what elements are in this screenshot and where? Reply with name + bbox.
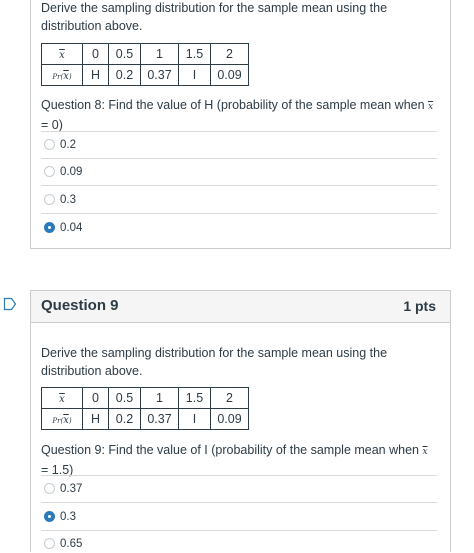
question-9-prompt [41,441,436,479]
question-8-intro: Derive the sampling distribution for the sample mean using the distribution above. [41,1,388,33]
radio-button[interactable] [44,194,55,205]
question-title: Question 9 [41,297,119,314]
table-cell: 0 [83,388,109,409]
radio-button[interactable] [44,538,55,549]
radio-button[interactable] [44,139,55,150]
flag-question-icon[interactable] [3,297,17,311]
radio-button[interactable] [44,166,55,177]
option-divider [41,185,437,186]
table-cell: I [179,65,211,86]
question-9-distribution-table [41,387,249,430]
table-cell: H [83,65,109,86]
table-cell: 0.5 [109,44,141,65]
prompt-text-before: Question 8: Find the value of H (probability of the sample mean when [41,98,429,112]
table-cell: 0.37 [141,65,179,86]
probability-symbol: Pr [52,73,61,81]
table-cell: H [83,409,109,430]
table-cell: 0.5 [109,388,141,409]
option-label: 0.65 [60,538,83,550]
table-row [42,44,249,65]
radio-button[interactable] [44,483,55,494]
xbar-symbol: $\overline{x}$ [63,415,69,426]
option-label: 0.09 [60,166,83,178]
option-divider [41,475,437,476]
prompt-text-before: Question 9: Find the value of I (probability of the sample mean when [41,443,423,457]
probability-header-cell [42,409,83,430]
table-cell: 0 [83,44,109,65]
xbar-symbol: $\overline{x}$ [59,394,65,405]
radio-button-selected[interactable] [44,222,55,233]
table-cell: 1 [141,44,179,65]
table-cell: 0.09 [211,65,249,86]
probability-symbol: Pr [52,417,61,425]
question-9-card [30,290,451,552]
option-label: 0.37 [60,483,83,495]
option-divider [41,502,437,503]
option-divider [41,213,437,214]
table-cell: 1.5 [179,388,211,409]
question-9-header [31,291,450,323]
prompt-text-after: = 0) [41,118,63,132]
xbar-symbol: $\overline{x}$ [63,71,69,82]
question-9-intro: Derive the sampling distribution for the sample mean using the distribution above. [41,346,388,378]
paren-close: ) [68,73,72,81]
option-divider [41,530,437,531]
table-cell: 0.2 [109,65,141,86]
table-cell: 2 [211,388,249,409]
paren-open: ( [60,417,64,425]
question-points: 1 pts [403,298,436,314]
table-cell: 1 [141,388,179,409]
table-cell: 0.37 [141,409,179,430]
probability-header-cell [42,65,83,86]
xbar-symbol: $\overline{x}$ [422,447,428,457]
question-8-distribution-table [41,43,249,86]
paren-open: ( [60,73,64,81]
xbar-symbol: $\overline{x}$ [428,102,434,112]
question-8-card [30,0,451,249]
option-label: 0.2 [60,139,76,151]
prompt-text-after: = 1.5) [41,463,74,477]
xbar-header-cell [42,388,83,409]
table-row [42,65,249,86]
option-divider [41,131,437,132]
table-cell: I [179,409,211,430]
option-label: 0.04 [60,222,83,234]
paren-close: ) [68,417,72,425]
xbar-symbol: $\overline{x}$ [59,50,65,61]
table-cell: 2 [211,44,249,65]
radio-button-selected[interactable] [44,511,55,522]
option-label: 0.3 [60,511,76,523]
question-8-prompt [41,96,436,134]
xbar-header-cell [42,44,83,65]
table-cell: 0.2 [109,409,141,430]
table-cell: 0.09 [211,409,249,430]
option-label: 0.3 [60,194,76,206]
option-divider [41,158,437,159]
table-row [42,409,249,430]
table-cell: 1.5 [179,44,211,65]
table-row [42,388,249,409]
